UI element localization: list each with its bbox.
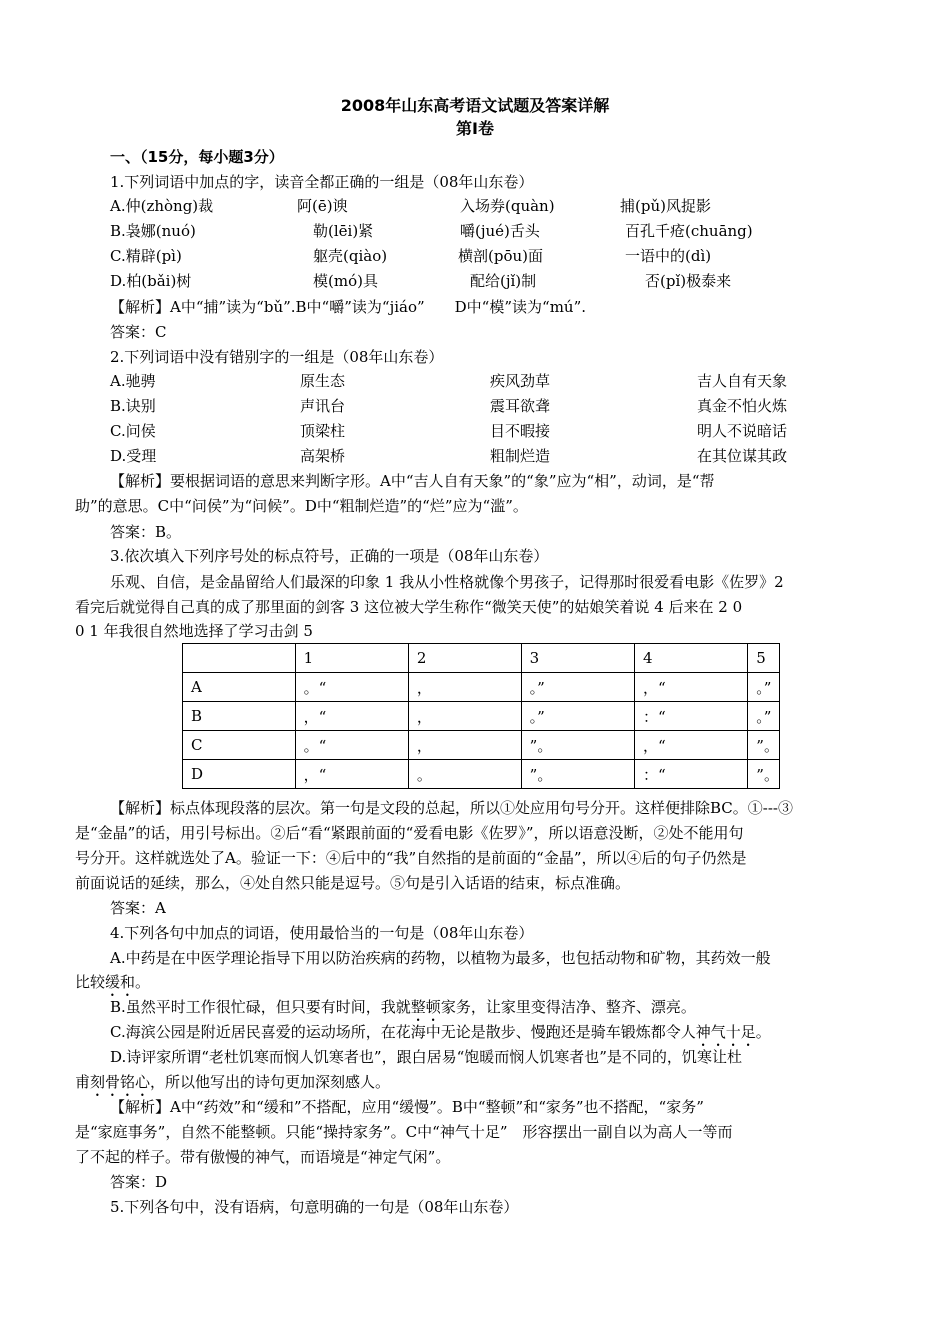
q2-a-1: A.驰骋 xyxy=(110,372,156,390)
q2-analysis-line2: 助”的意思。C中“问侯”为“问候”。D中“粗制烂造”的“烂”应为“滥”。 xyxy=(75,497,528,515)
q1-a-4: 捕(pǔ)风捉影 xyxy=(620,197,711,215)
q2-d-1: D.受理 xyxy=(110,447,157,465)
q2-a-3: 疾风劲草 xyxy=(490,372,551,390)
q1-c-3: 横剖(pōu)面 xyxy=(458,247,543,265)
q1-d-4: 否(pǐ)极泰来 xyxy=(645,272,732,290)
q1-d-1: D.柏(bǎi)树 xyxy=(110,272,192,290)
q3-stem: 3.依次填入下列序号处的标点符号，正确的一项是（08年山东卷） xyxy=(110,547,549,565)
text-span: 家务，让家里变得洁净、整齐、漂亮。 xyxy=(440,998,696,1016)
q3-answer: 答案：A xyxy=(110,899,166,917)
q3-passage-line2: 看完后就觉得自己真的成了那里面的剑客 3 这位被大学生称作“微笑天使”的姑娘笑着说 4 后来在 2 0 xyxy=(75,598,743,616)
text-span: ，所以他写出的诗句更加深刻感人。 xyxy=(150,1073,391,1091)
q2-stem: 2.下列词语中没有错别字的一组是（08年山东卷） xyxy=(110,348,444,366)
q4-analysis-line1: 【解析】A中“药效”和“缓和”不搭配，应用“缓慢”。B中“整顿”和“家务”也不搭配，“家务” xyxy=(110,1098,704,1116)
table-row xyxy=(183,760,780,789)
table-cell: 。“ xyxy=(295,673,408,702)
q3-analysis-line1: 【解析】标点体现段落的层次。第一句是文段的总起，所以①处应用句号分开。这样便排除BC。①---③ xyxy=(110,799,793,817)
table-cell: 。” xyxy=(748,673,780,702)
table-cell: 。” xyxy=(748,702,780,731)
q4-stem: 4.下列各句中加点的词语，使用最恰当的一句是（08年山东卷） xyxy=(110,924,534,942)
q1-d-2: 模(mó)具 xyxy=(313,272,378,290)
table-cell: 4 xyxy=(634,644,747,673)
q2-analysis-line1: 【解析】要根据词语的意思来判断字形。A中“吉人自有天象”的“象”应为“相”，动词，是“帮 xyxy=(110,472,715,490)
q1-d-3: 配给(jǐ)制 xyxy=(470,272,537,290)
q1-b-4: 百孔千疮(chuāng) xyxy=(625,222,753,240)
q3-passage-line3: 0 1 年我很自然地选择了学习击剑 5 xyxy=(75,622,313,640)
q3-analysis-line3: 号分开。这样就选处了A。验证一下：④后中的“我”自然指的是前面的“金晶”，所以④后的句子仍然是 xyxy=(75,849,747,867)
q4-analysis-line3: 了不起的样子。带有傲慢的神气，而语境是“神定气闲”。 xyxy=(75,1148,451,1166)
text-span: 比较 xyxy=(75,973,106,991)
volume-heading: 第Ⅰ卷 xyxy=(456,119,494,138)
table-row xyxy=(183,673,780,702)
table-cell: ，“ xyxy=(295,760,408,789)
q2-d-4: 在其位谋其政 xyxy=(697,447,788,465)
table-cell: ，“ xyxy=(634,731,747,760)
q1-a-2: 阿(ē)谀 xyxy=(297,197,348,215)
q2-c-4: 明人不说暗话 xyxy=(697,422,788,440)
q2-c-2: 顶梁柱 xyxy=(300,422,346,440)
emphasized-term: 神气十足 xyxy=(695,1023,756,1041)
q2-d-2: 高架桥 xyxy=(300,447,346,465)
table-cell xyxy=(183,644,296,673)
q3-passage-line1: 乐观、自信，是金晶留给人们最深的印象 1 我从小性格就像个男孩子，记得那时很爱看电影《佐罗》2 xyxy=(110,573,784,591)
table-cell: 。” xyxy=(521,673,634,702)
table-row xyxy=(183,731,780,760)
q2-b-2: 声讯台 xyxy=(300,397,346,415)
text-span: 甫 xyxy=(75,1073,91,1091)
table-cell: ”。 xyxy=(748,731,780,760)
table-cell: 3 xyxy=(521,644,634,673)
q5-stem: 5.下列各句中，没有语病，句意明确的一句是（08年山东卷） xyxy=(110,1198,519,1216)
table-cell: ，“ xyxy=(634,673,747,702)
emphasized-term: 刻骨铭心 xyxy=(90,1073,151,1091)
q1-answer: 答案：C xyxy=(110,323,167,341)
q1-b-2: 勒(lēi)紧 xyxy=(313,222,374,240)
table-cell: ， xyxy=(408,673,521,702)
q2-c-1: C.问侯 xyxy=(110,422,156,440)
table-cell: A xyxy=(183,673,296,702)
table-cell: ：“ xyxy=(634,702,747,731)
section-heading: 一、（15分，每小题3分） xyxy=(110,148,284,166)
q4-answer: 答案：D xyxy=(110,1173,168,1191)
table-cell: C xyxy=(183,731,296,760)
q3-analysis-line4: 前面说话的延续，那么，④处自然只能是逗号。⑤句是引入话语的结束，标点准确。 xyxy=(75,874,631,892)
q1-stem: 1.下列词语中加点的字，读音全都正确的一组是（08年山东卷） xyxy=(110,173,534,191)
table-cell: ， xyxy=(408,731,521,760)
table-cell: ”。 xyxy=(521,731,634,760)
q1-a-1: A.仲(zhòng)裁 xyxy=(110,197,214,215)
q2-c-3: 目不暇接 xyxy=(490,422,551,440)
table-cell: 5 xyxy=(748,644,780,673)
q1-b-3: 嚼(jué)舌头 xyxy=(460,222,540,240)
q1-c-4: 一语中的(dì) xyxy=(625,247,712,265)
emphasized-term: 整顿 xyxy=(410,998,441,1016)
q2-answer: 答案：B。 xyxy=(110,523,182,541)
table-cell: 。” xyxy=(521,702,634,731)
q2-a-4: 吉人自有天象 xyxy=(697,372,788,390)
table-row xyxy=(183,702,780,731)
q3-analysis-line2: 是“金晶”的话，用引号标出。②后“看“紧跟前面的“爱看电影《佐罗》”，所以语意没断，②处不能用句 xyxy=(75,824,744,842)
text-span: 。 xyxy=(135,973,151,991)
text-span: B.虽然平时工作很忙碌，但只要有时间，我就 xyxy=(110,998,411,1016)
table-cell: 1 xyxy=(295,644,408,673)
text-span: C.海滨公园是附近居民喜爱的运动场所，在花海中无论是散步、慢跑还是骑车锻炼都令人 xyxy=(110,1023,696,1041)
table-cell: 。“ xyxy=(295,731,408,760)
table-cell: B xyxy=(183,702,296,731)
table-cell: 2 xyxy=(408,644,521,673)
table-cell: ”。 xyxy=(748,760,780,789)
q1-b-1: B.袅娜(nuó) xyxy=(110,222,196,240)
table-cell: ”。 xyxy=(521,760,634,789)
q2-a-2: 原生态 xyxy=(300,372,346,390)
table-cell: ， xyxy=(408,702,521,731)
table-cell: D xyxy=(183,760,296,789)
q2-b-1: B.诀别 xyxy=(110,397,156,415)
q2-b-3: 震耳欲聋 xyxy=(490,397,551,415)
q4-option-a-line1: A.中药是在中医学理论指导下用以防治疾病的药物，以植物为最多，也包括动物和矿物，其药效一般 xyxy=(110,949,771,967)
table-cell: 。 xyxy=(408,760,521,789)
table-row xyxy=(183,644,780,673)
punctuation-table xyxy=(182,643,780,789)
q4-analysis-line2: 是“家庭事务”，自然不能整顿。只能“操持家务”。C中“神气十足” 形容摆出一副自以为高人一等而 xyxy=(75,1123,733,1141)
q2-d-3: 粗制烂造 xyxy=(490,447,551,465)
emphasized-term: 缓和 xyxy=(105,973,136,991)
q1-analysis: 【解析】A中“捕”读为“bǔ”.B中“嚼”读为“jiáo” D中“模”读为“mú”. xyxy=(110,298,587,316)
q1-c-1: C.精辟(pì) xyxy=(110,247,182,265)
q1-c-2: 躯壳(qiào) xyxy=(313,247,388,265)
q1-a-3: 入场券(quàn) xyxy=(460,197,555,215)
q4-option-d-line1: D.诗评家所谓“老杜饥寒而悯人饥寒者也”，跟白居易“饱暖而悯人饥寒者也”是不同的，饥寒让杜 xyxy=(110,1048,742,1066)
table-cell: ：“ xyxy=(634,760,747,789)
document-title: 2008年山东高考语文试题及答案详解 xyxy=(340,96,610,115)
q2-b-4: 真金不怕火炼 xyxy=(697,397,788,415)
text-span: 。 xyxy=(755,1023,771,1041)
table-cell: ，“ xyxy=(295,702,408,731)
